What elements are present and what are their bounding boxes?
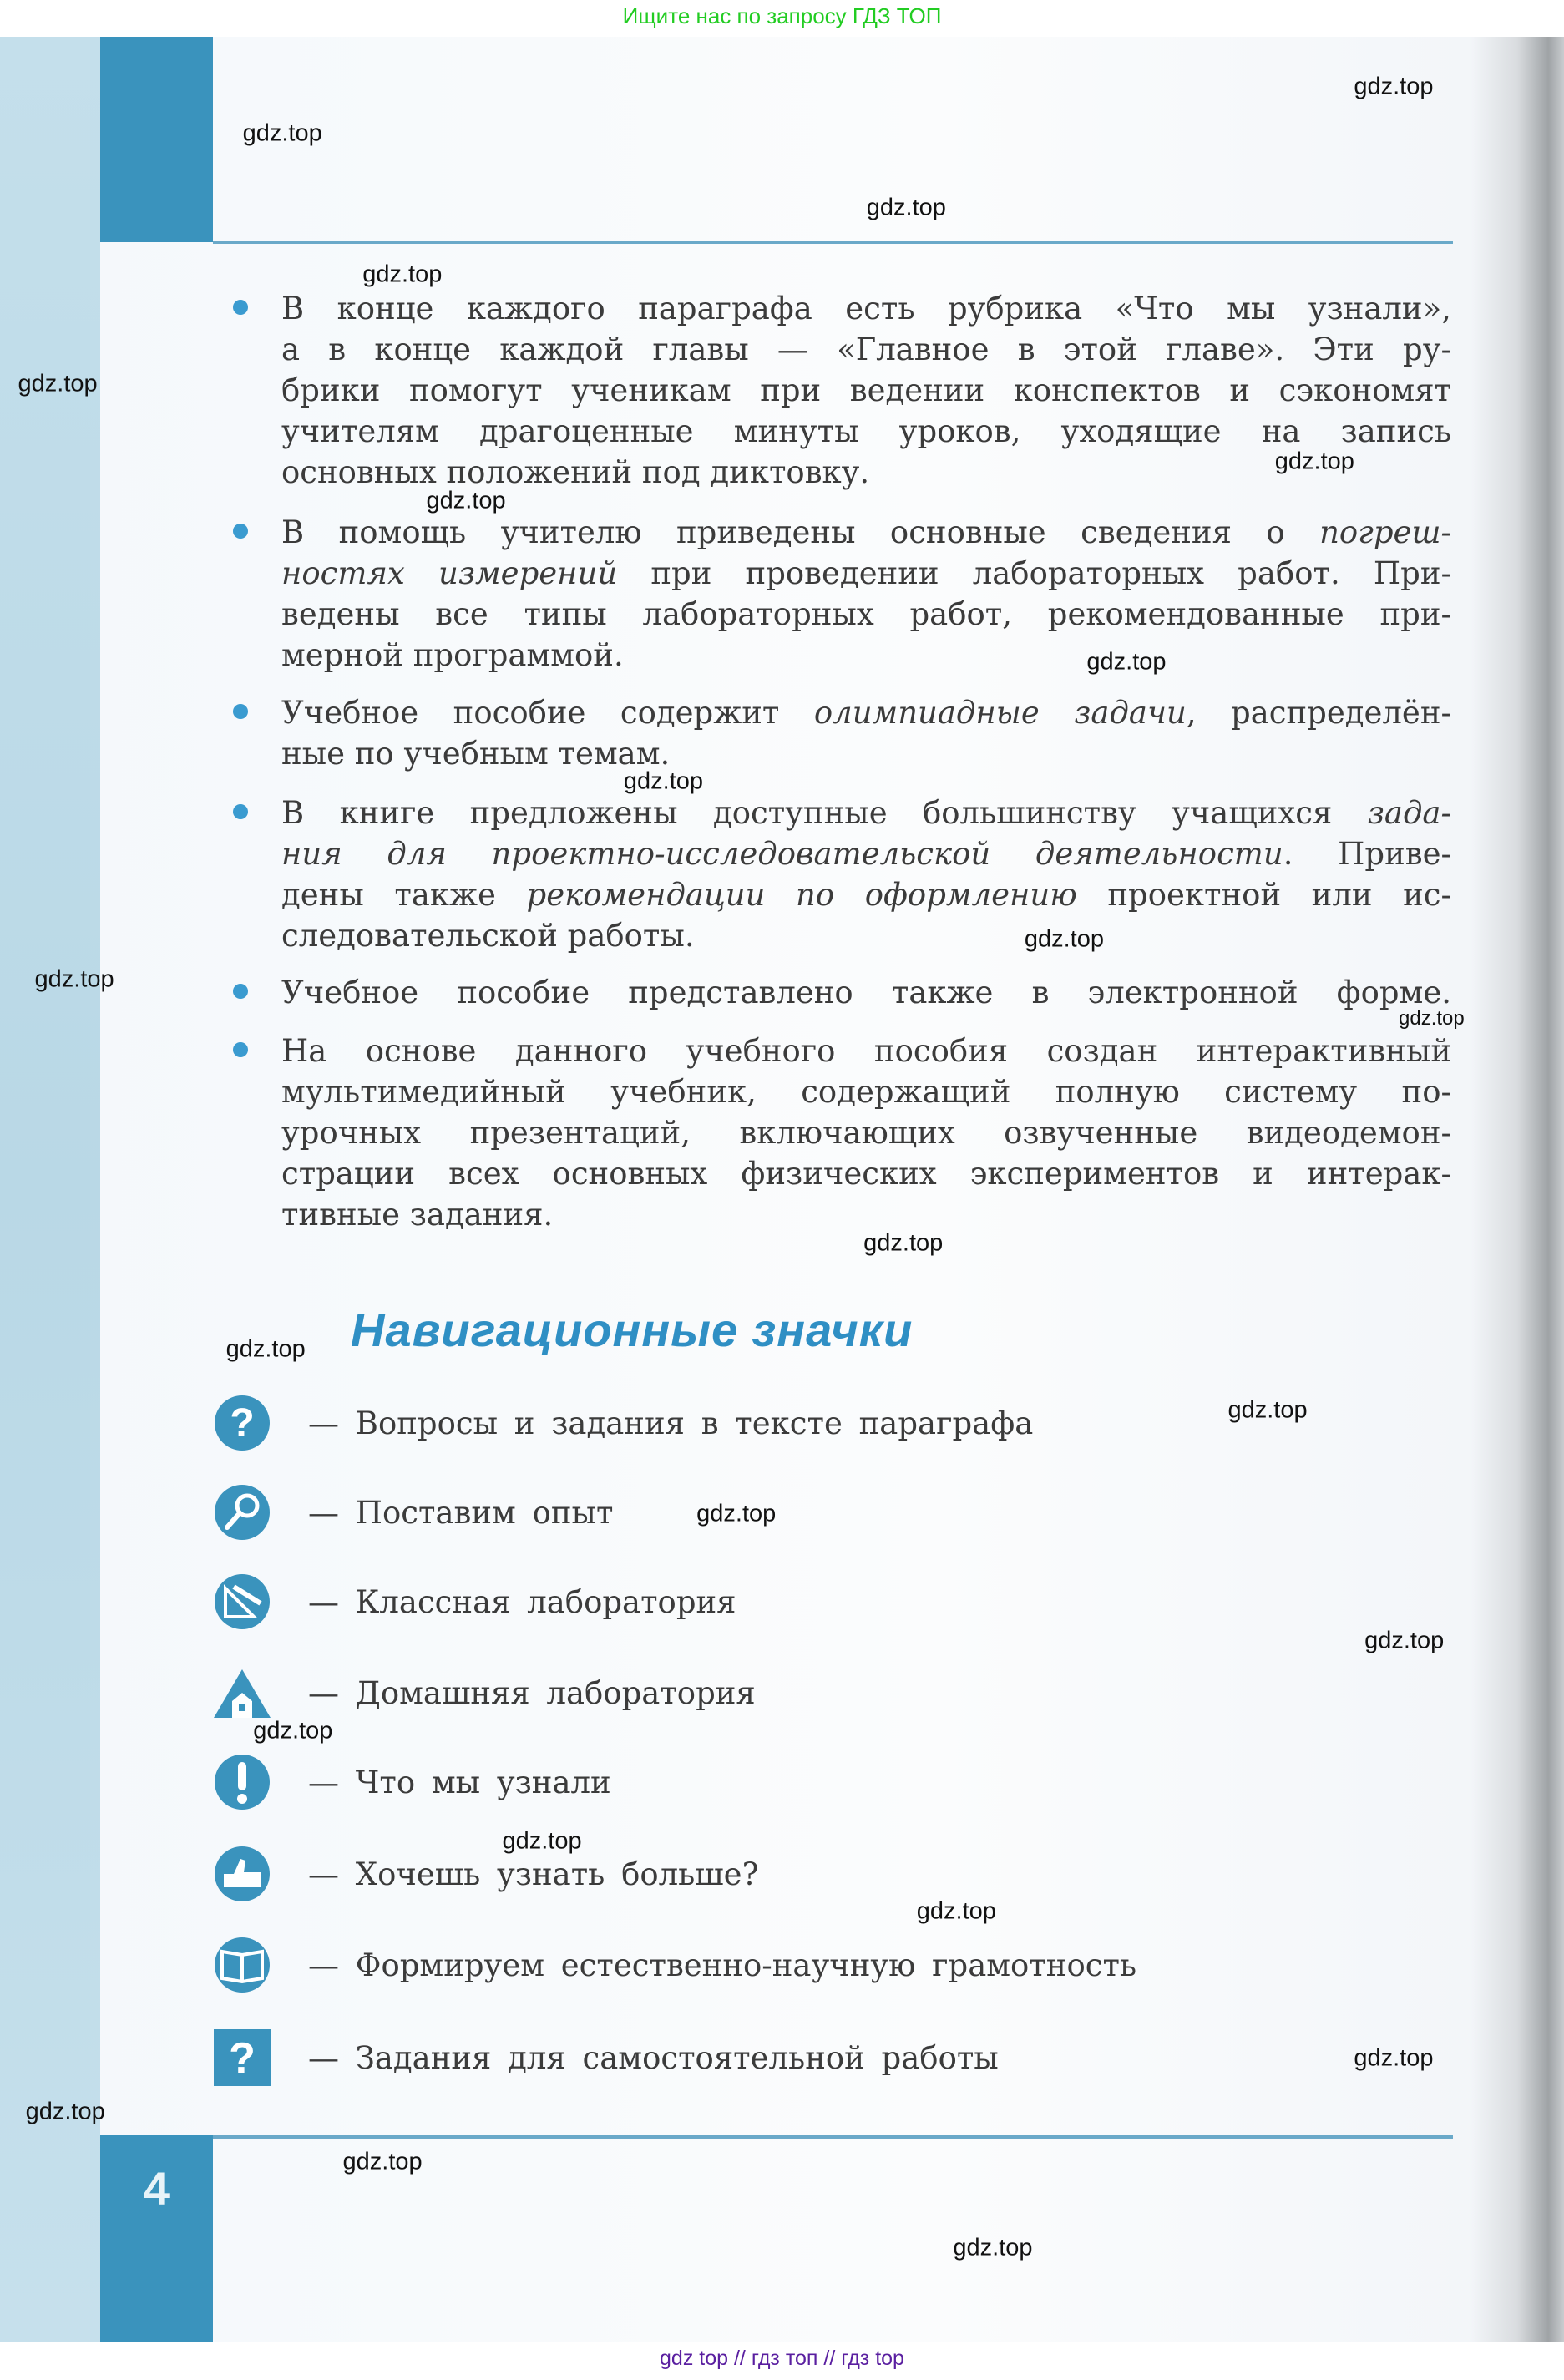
text-line [281, 329, 1451, 370]
emphasis-text: олимпиадные задачи [813, 695, 1187, 731]
nav-label: — Вопросы и задания в тексте параграфа [308, 1405, 1034, 1441]
question-circle-icon [213, 1394, 271, 1452]
watermark-text: gdz.top [866, 194, 946, 221]
text-segment: В книге предложены доступные большинству учащихся [281, 795, 1368, 831]
text-segment: брики помогут ученикам при ведении конспектов и сэкономят [281, 372, 1451, 408]
house-icon [213, 1663, 271, 1722]
book-icon [213, 1936, 271, 1994]
watermark-text: gdz.top [1364, 1627, 1445, 1654]
bullet-paragraph [281, 1030, 1451, 1235]
text-line [281, 594, 1451, 635]
watermark-text: gdz.top [25, 2098, 105, 2125]
nav-label: — Формируем естественно-научную грамотность [308, 1947, 1137, 1983]
text-line [281, 635, 1451, 676]
emphasis-text: рекомендации по оформлению [526, 877, 1077, 913]
text-line [281, 972, 1451, 1013]
text-segment: тивные задания. [281, 1197, 554, 1233]
text-segment: проектной или ис- [1076, 877, 1451, 913]
text-line [281, 288, 1451, 329]
watermark-text: gdz.top [1274, 448, 1354, 475]
nav-item-self-study [213, 2028, 999, 2087]
watermark-text: gdz.top [1024, 925, 1104, 953]
text-line [281, 874, 1451, 915]
watermark-text: gdz.top [362, 261, 443, 288]
text-line [281, 833, 1451, 874]
text-segment: В конце каждого параграфа есть рубрика «Что мы узнали», [281, 291, 1451, 327]
watermark-text: gdz.top [863, 1229, 944, 1257]
text-segment: На основе данного учебного пособия создан интерактивный [281, 1033, 1451, 1069]
emphasis-text: ния для проектно-исследовательской деятельности [281, 836, 1283, 872]
text-line [281, 1071, 1451, 1112]
nav-item-questions [213, 1394, 1033, 1452]
bullet-paragraph [281, 792, 1451, 956]
bullet-icon [233, 524, 248, 539]
nav-label: — Задания для самостоятельной работы [308, 2039, 999, 2076]
bullet-icon [233, 1042, 248, 1057]
nav-item-experiment [213, 1483, 613, 1542]
header-band [100, 37, 213, 242]
page-number: 4 [143, 2162, 170, 2215]
watermark-text: gdz.top [1354, 73, 1434, 100]
top-banner [0, 0, 1564, 37]
nav-item-literacy [213, 1936, 1136, 1994]
bullet-icon [233, 704, 248, 719]
watermark-text: gdz.top [225, 1335, 306, 1363]
watermark-text: gdz.top [242, 119, 322, 147]
text-segment: ведены все типы лабораторных работ, рекомендованные при- [281, 596, 1451, 632]
watermark-text: gdz.top [34, 965, 114, 993]
nav-label: — Что мы узнали [308, 1764, 611, 1800]
text-line [281, 792, 1451, 833]
nav-label: — Домашняя лаборатория [308, 1674, 756, 1711]
bullet-icon [233, 984, 248, 999]
watermark-text: gdz.top [1354, 2044, 1434, 2072]
emphasis-text: ностях измерений [281, 555, 618, 591]
banner-text: Ищите нас по запросу ГДЗ ТОП [622, 3, 942, 28]
question-square-icon [213, 2028, 271, 2087]
watermark-text: gdz.top [342, 2148, 423, 2175]
text-segment: В помощь учителю приведены основные сведения о [281, 514, 1320, 550]
text-line [281, 915, 1451, 956]
text-line [281, 370, 1451, 411]
watermark-text: gdz.top [253, 1717, 333, 1744]
watermark-text: gdz.top [623, 767, 704, 795]
watermark-text: gdz.top [696, 1500, 777, 1527]
magnifier-icon [213, 1483, 271, 1542]
text-line [281, 692, 1451, 733]
text-segment: а в конце каждой главы — «Главное в этой главе». Эти ру- [281, 332, 1451, 367]
text-segment: Учебное пособие содержит [281, 695, 814, 731]
nav-label: — Поставим опыт [308, 1494, 614, 1531]
watermark-text: gdz.top [953, 2234, 1033, 2261]
nav-label: — Хочешь узнать больше? [308, 1856, 759, 1892]
bullet-icon [233, 804, 248, 819]
watermark-text: gdz.top [1398, 1006, 1465, 1030]
watermark-text: gdz.top [1086, 648, 1167, 676]
footer-watermark: gdz top // гдз топ // гдз top [660, 2347, 904, 2370]
footer-rule [213, 2135, 1453, 2139]
nav-item-class-lab [213, 1572, 736, 1631]
text-segment: . Приве- [1283, 836, 1451, 872]
text-line [281, 1030, 1451, 1071]
text-segment: мультимедийный учебник, содержащий полную систему по- [281, 1074, 1451, 1110]
header-rule [213, 241, 1453, 244]
nav-section-title: Навигационные значки [351, 1304, 914, 1356]
bullet-paragraph [281, 692, 1451, 774]
watermark-text: gdz.top [916, 1897, 996, 1925]
text-line [281, 512, 1451, 553]
text-line [281, 1153, 1451, 1194]
emphasis-text: зада- [1367, 795, 1451, 831]
bullet-icon [233, 300, 248, 315]
text-segment: при проведении лабораторных работ. При- [617, 555, 1452, 591]
watermark-text: gdz.top [1227, 1396, 1308, 1424]
svg-text:?: ? [230, 1401, 255, 1446]
nav-item-summary [213, 1753, 611, 1811]
emphasis-text: погреш- [1319, 514, 1451, 550]
bullet-paragraph [281, 972, 1451, 1013]
nav-label: — Классная лаборатория [308, 1583, 736, 1620]
ruler-triangle-icon [213, 1572, 271, 1631]
text-line [281, 411, 1451, 452]
bullet-paragraph [281, 512, 1451, 676]
text-segment: основных положений под диктовку. [281, 454, 870, 490]
text-segment: следовательской работы. [281, 918, 695, 954]
text-segment: страции всех основных физических экспериментов и интерак- [281, 1156, 1451, 1192]
text-line [281, 1112, 1451, 1153]
text-segment: дены также [281, 877, 527, 913]
text-segment: учителям драгоценные минуты уроков, уходящие на запись [281, 413, 1451, 449]
nav-item-learn-more [213, 1845, 758, 1903]
text-segment: , распределён- [1186, 695, 1451, 731]
nav-item-home-lab [213, 1663, 756, 1722]
text-segment: мерной программой. [281, 637, 624, 673]
exclamation-circle-icon [213, 1753, 271, 1811]
svg-text:?: ? [229, 2034, 256, 2083]
watermark-text: gdz.top [426, 487, 506, 514]
text-segment: Учебное пособие представлено также в электронной форме. [281, 975, 1451, 1010]
thumbs-up-icon [213, 1845, 271, 1903]
text-segment: урочных презентаций, включающих озвученные видеодемон- [281, 1115, 1451, 1151]
text-line [281, 733, 1451, 774]
text-line [281, 553, 1451, 594]
text-segment: ные по учебным темам. [281, 736, 671, 772]
watermark-text: gdz.top [18, 370, 98, 398]
watermark-text: gdz.top [502, 1827, 582, 1855]
